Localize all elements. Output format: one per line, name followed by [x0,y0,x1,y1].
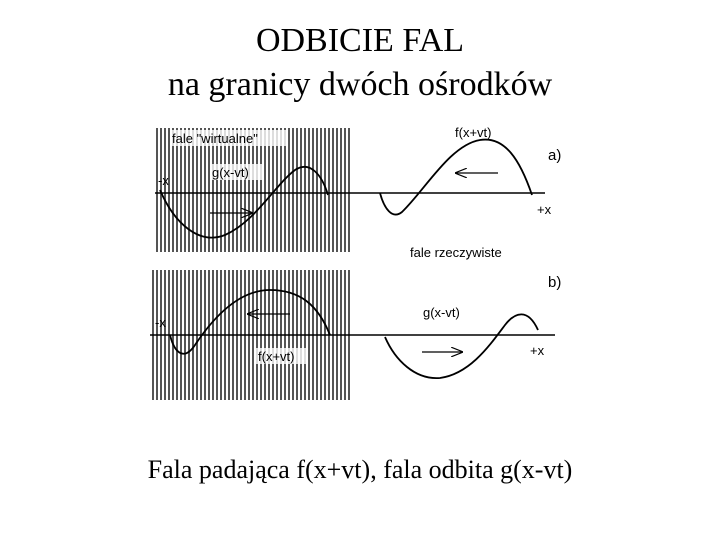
plus-x-label-a: +x [537,202,552,217]
real-wave-g-b [385,314,538,378]
caption: Fala padająca f(x+vt), fala odbita g(x-vt) [147,455,573,484]
f-label-a: f(x+vt) [455,125,492,140]
g-label-b: g(x-vt) [423,305,460,320]
page-title: ODBICIE FAL [255,22,465,59]
virtual-waves-label: fale "wirtualne" [172,131,258,146]
page-subtitle: na granicy dwóch ośrodków [167,66,553,103]
f-label-b: f(x+vt) [258,349,295,364]
g-label-a: g(x-vt) [212,165,249,180]
minus-x-label-a: -x [158,173,169,188]
panel-a-tag: a) [548,147,562,164]
minus-x-label-b: -x [155,315,166,330]
real-wave-f-a [380,140,532,215]
real-waves-label: fale rzeczywiste [410,245,502,260]
virtual-medium-area-a [155,128,352,252]
panel-b-tag: b) [548,274,562,291]
plus-x-label-b: +x [530,343,545,358]
